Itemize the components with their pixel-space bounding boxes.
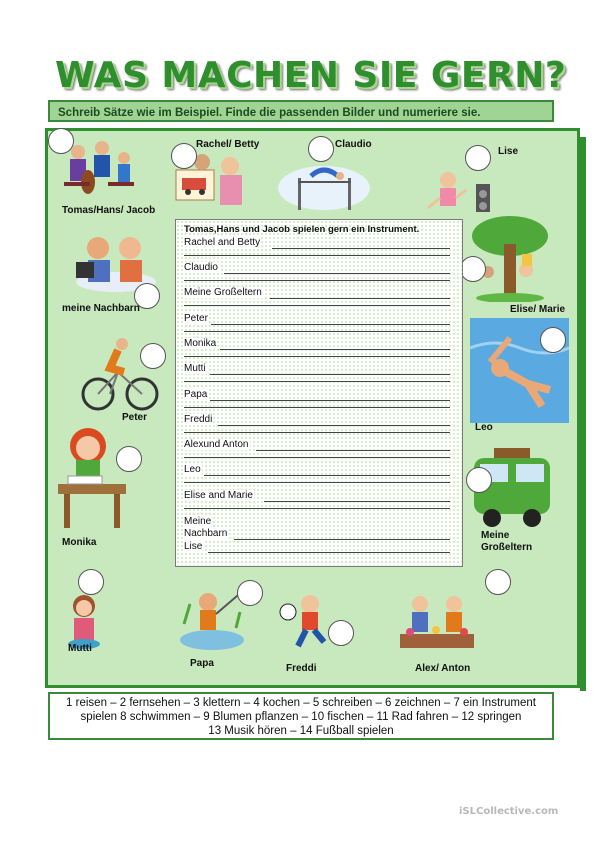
name-claudio: Claudio [335,139,372,150]
music-girl-picture [420,168,500,220]
answer-label: Rachel and Betty [184,237,261,248]
key-line-1: 1 reisen – 2 fernsehen – 3 klettern – 4 kochen – 5 schreiben – 6 zeichnen – 7 ein Instrument [66,697,536,709]
number-circle-claudio[interactable] [308,136,334,162]
number-circle-elise[interactable] [460,256,486,282]
answer-label: Elise and Marie [184,490,253,501]
answer-line[interactable] [184,528,450,540]
number-circle-grosseltern[interactable] [466,467,492,493]
name-tomas: Tomas/Hans/ Jacob [62,205,156,216]
answer-label: Meine [184,516,212,527]
answer-line[interactable] [184,439,450,451]
answer-label: Lise [184,541,203,552]
answer-line[interactable] [184,313,450,325]
example-sentence: Tomas,Hans und Jacob spielen gern ein Instrument. [184,224,420,235]
name-nachbarn: meine Nachbarn [62,303,140,314]
answer-label: Freddi [184,414,213,425]
number-circle-lise[interactable] [465,145,491,171]
number-circle-leo[interactable] [540,327,566,353]
answer-line[interactable] [184,490,450,502]
sentence-worksheet [175,219,463,567]
answer-line[interactable] [184,414,450,426]
answer-line[interactable] [184,338,450,350]
answer-line[interactable] [184,287,450,299]
number-circle-freddi[interactable] [328,620,354,646]
answer-label: Mutti [184,363,206,374]
answer-line[interactable] [184,464,450,476]
answer-label: Papa [184,389,208,400]
high-jump-picture [276,158,372,214]
instruction-bar: Schreib Sätze wie im Beispiel. Finde die passenden Bilder und numeriere sie. [48,100,554,122]
answer-line[interactable] [184,516,450,528]
answer-label: Peter [184,313,208,324]
answer-label: Nachbarn [184,528,228,539]
key-line-3: 13 Musik hören – 14 Fußball spielen [208,725,394,737]
key-line-2: spielen 8 schwimmen – 9 Blumen pflanzen – 10 fischen – 11 Rad fahren – 12 springen [80,711,522,723]
answer-line[interactable] [184,237,450,249]
number-circle-papa[interactable] [237,580,263,606]
flowers-picture [396,592,478,654]
answer-label: Claudio [184,262,218,273]
name-mutti: Mutti [68,643,92,654]
number-circle-alex[interactable] [485,569,511,595]
number-circle-mutti[interactable] [78,569,104,595]
name-papa: Papa [190,658,214,669]
name-elise: Elise/ Marie [510,304,566,315]
answer-label: Leo [184,464,201,475]
number-circle-peter[interactable] [140,343,166,369]
name-alex: Alex/ Anton [415,663,471,674]
climbing-tree-picture [470,214,552,302]
answer-line[interactable] [184,541,450,553]
answer-label: Alexund Anton [184,439,249,450]
number-circle-rachel[interactable] [171,143,197,169]
answer-label: Meine Großeltern [184,287,262,298]
answer-line[interactable] [184,363,450,375]
watermark: iSLCollective.com [459,806,559,817]
name-rachel: Rachel/ Betty [196,139,260,150]
name-peter: Peter [122,412,148,423]
football-picture [276,590,336,652]
name-grosseltern-1: Meine [481,530,510,541]
activity-key [48,692,554,740]
name-freddi: Freddi [286,663,317,674]
answer-label: Monika [184,338,217,349]
name-lise: Lise [498,146,519,157]
name-monika: Monika [62,537,97,548]
name-leo: Leo [475,422,493,433]
page-title: WAS MACHEN SIE GERN? [55,55,567,96]
number-circle-monika[interactable] [116,446,142,472]
answer-line[interactable] [184,389,450,401]
panel-shadow [580,137,586,691]
writing-girl-picture [58,420,126,532]
name-grosseltern-2: Großeltern [481,542,533,553]
answer-line[interactable] [184,262,450,274]
number-circle-tomas[interactable] [48,128,74,154]
